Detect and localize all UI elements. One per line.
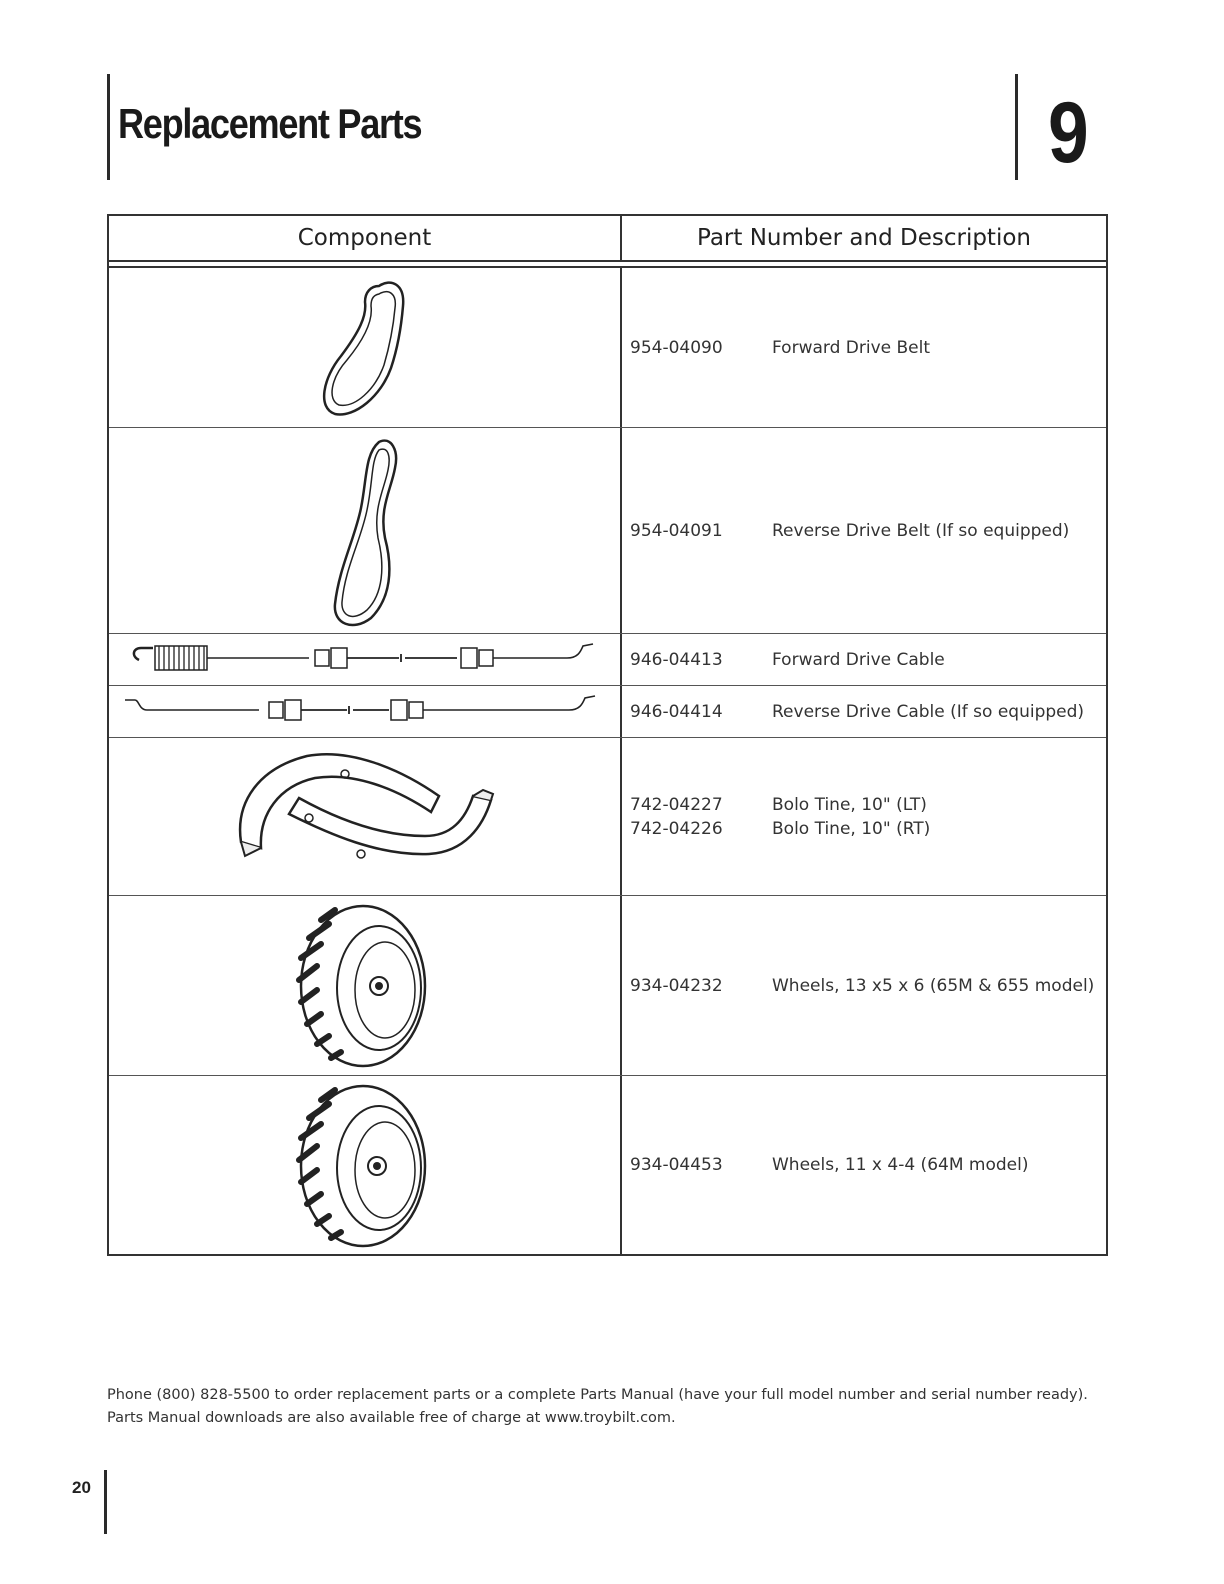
part-line [630, 336, 1106, 360]
part-cell [622, 268, 1106, 427]
drive-belt-illustration [109, 268, 620, 428]
part-description: Forward Drive Cable [772, 649, 945, 670]
component-cell [109, 1076, 622, 1254]
page-title: Replacement Parts [118, 100, 422, 147]
component-cell [109, 268, 622, 427]
bolo-tine-illustration [109, 738, 620, 896]
part-number: 954-04090 [630, 337, 723, 358]
table-row [109, 738, 1106, 896]
wheel-illustration [109, 1076, 620, 1254]
part-description: Wheels, 11 x 4-4 (64M model) [772, 1155, 1029, 1175]
table-header [109, 216, 1106, 262]
table-row [109, 686, 1106, 738]
part-number: 954-04091 [630, 520, 723, 541]
part-line [630, 817, 1106, 841]
part-cell [622, 1076, 1106, 1254]
part-description: Bolo Tine, 10" (LT) [772, 794, 927, 815]
footer-line-2: Parts Manual downloads are also available free of charge at www.troybilt.com. [107, 1410, 676, 1426]
component-cell [109, 738, 622, 895]
part-cell [622, 738, 1106, 895]
column-header-component: Component [109, 216, 622, 260]
part-number: 742-04226 [630, 818, 723, 839]
table-row [109, 428, 1106, 634]
component-cell [109, 634, 622, 685]
part-line [630, 793, 1106, 817]
column-header-part: Part Number and Description [697, 225, 1031, 251]
part-number: 946-04414 [630, 701, 723, 722]
part-number: 742-04227 [630, 794, 723, 815]
header-rule-left [107, 74, 110, 180]
part-cell [622, 428, 1106, 633]
table-row [109, 1076, 1106, 1254]
part-line [630, 648, 1106, 672]
footer-line-1: Phone (800) 828-5500 to order replacement parts or a complete Parts Manual (have your full model number and serial number ready). [107, 1387, 1088, 1403]
component-cell [109, 896, 622, 1075]
page-number-rule [104, 1470, 107, 1534]
part-description: Reverse Drive Belt (If so equipped) [772, 520, 1070, 541]
part-line [630, 1153, 1106, 1177]
component-cell [109, 686, 622, 737]
part-description: Wheels, 13 x5 x 6 (65M & 655 model) [772, 975, 1095, 996]
chapter-number: 9 [1048, 85, 1089, 181]
table-row [109, 268, 1106, 428]
part-description: Forward Drive Belt [772, 337, 931, 358]
drive-cable-illustration [109, 634, 620, 686]
part-cell [622, 634, 1106, 685]
footer-note [107, 1384, 1088, 1430]
component-cell [109, 428, 622, 633]
part-cell [622, 686, 1106, 737]
part-description: Bolo Tine, 10" (RT) [772, 818, 931, 839]
part-description: Reverse Drive Cable (If so equipped) [772, 701, 1085, 722]
drive-cable-illustration [109, 686, 620, 738]
parts-table [107, 214, 1108, 1256]
table-row [109, 634, 1106, 686]
part-number: 946-04413 [630, 649, 723, 670]
part-line [630, 519, 1106, 543]
part-line [630, 700, 1106, 724]
page-number: 20 [72, 1478, 91, 1497]
part-line [630, 974, 1106, 998]
table-row [109, 896, 1106, 1076]
wheel-illustration [109, 896, 620, 1076]
header-rule-right [1015, 74, 1018, 180]
part-number: 934-04232 [630, 975, 723, 996]
drive-belt-illustration [109, 428, 620, 634]
part-number: 934-04453 [630, 1155, 723, 1175]
part-cell [622, 896, 1106, 1075]
